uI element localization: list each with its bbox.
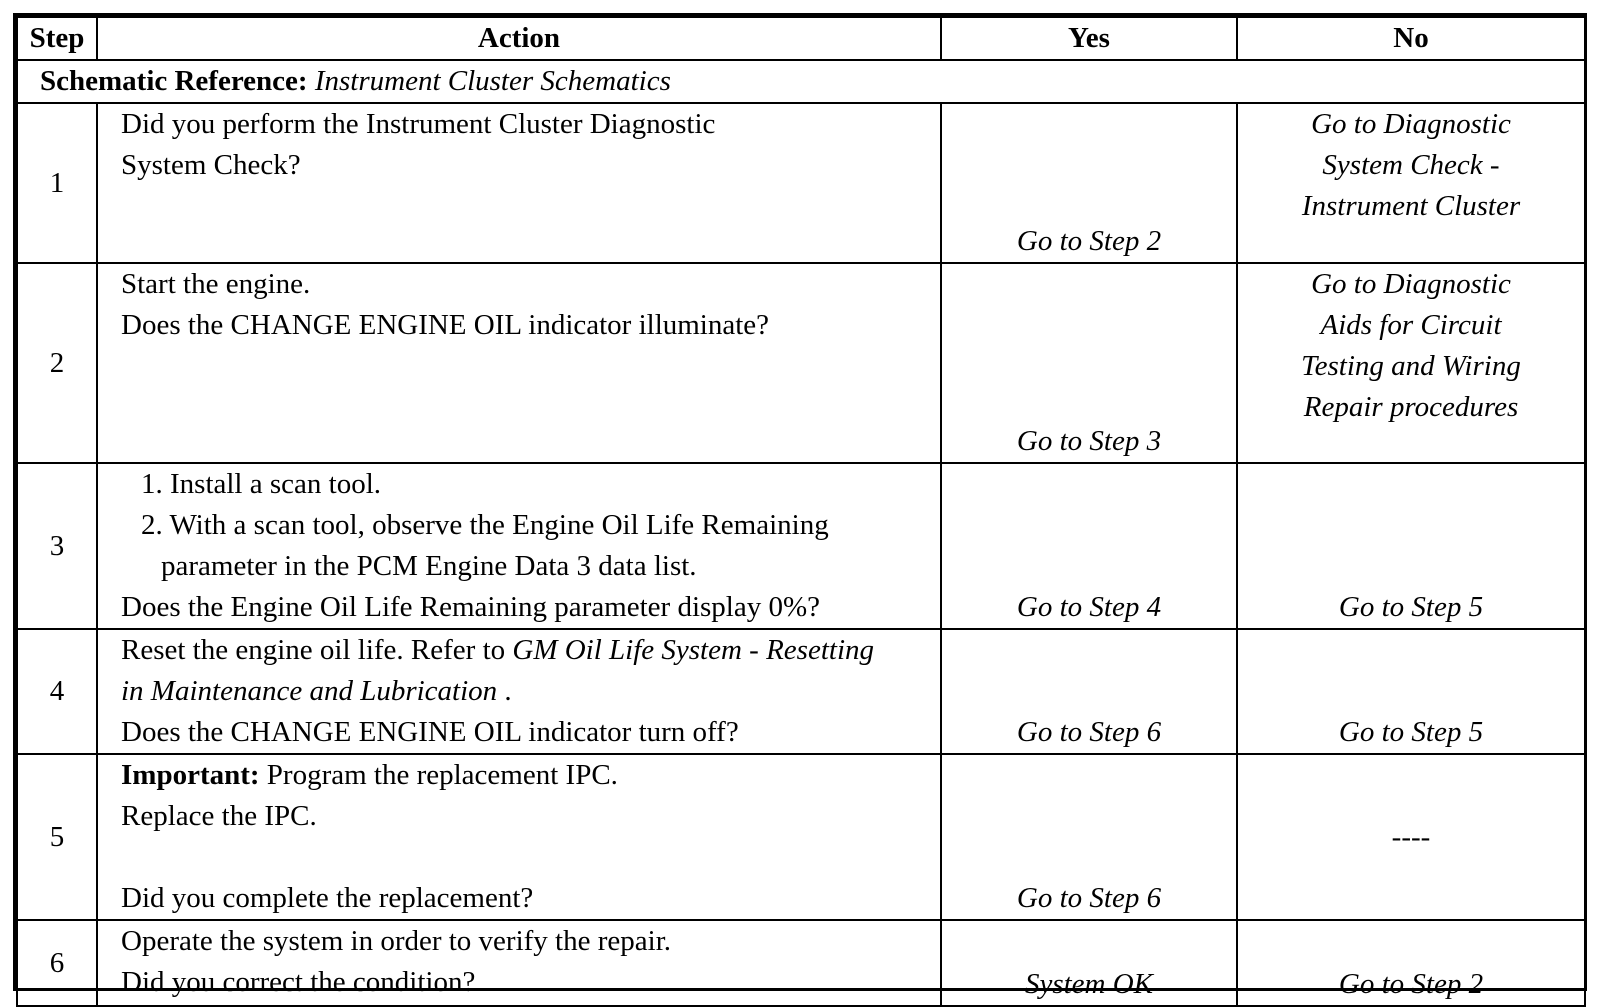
no-cell[interactable]	[1237, 103, 1585, 263]
table-row	[17, 754, 1585, 920]
step-number: 4	[17, 629, 97, 754]
no-cell: ----	[1237, 754, 1585, 920]
important-note	[121, 755, 940, 796]
action-cell	[97, 754, 941, 920]
schematic-link[interactable]: Instrument Cluster Schematics	[314, 65, 671, 97]
header-step: Step	[17, 17, 97, 60]
no-link[interactable]: Go to Step 5	[1338, 716, 1484, 748]
yes-link[interactable]: Go to Step 4	[1016, 591, 1162, 623]
yes-cell	[941, 629, 1237, 754]
no-link[interactable]: Go to Step 2	[1338, 968, 1484, 1000]
header-no: No	[1237, 17, 1585, 60]
table-row	[17, 920, 1585, 1006]
yes-cell	[941, 463, 1237, 629]
reference-link[interactable]: GM Oil Life System - Resetting	[512, 634, 874, 666]
action-line: Start the engine.	[121, 268, 311, 300]
important-label: Important:	[121, 759, 260, 791]
action-cell	[97, 920, 941, 1006]
action-line: Operate the system in order to verify the repair.	[121, 925, 671, 957]
diagnostic-table	[16, 16, 1586, 1007]
action-line	[121, 630, 940, 671]
action-list-item: 2. With a scan tool, observe the Engine Oil Life Remaining	[141, 509, 829, 541]
action-text: Reset the engine oil life. Refer to	[121, 634, 506, 666]
no-link-line[interactable]: Go to Diagnostic	[1311, 268, 1511, 300]
yes-cell	[941, 920, 1237, 1006]
yes-cell	[941, 103, 1237, 263]
reference-link[interactable]: in Maintenance and Lubrication	[121, 675, 498, 707]
step-number: 6	[17, 920, 97, 1006]
spacer	[121, 837, 940, 878]
important-text: Program the replacement IPC.	[266, 759, 618, 791]
header-yes: Yes	[941, 17, 1237, 60]
action-line: Did you correct the condition?	[121, 966, 476, 998]
header-row	[17, 17, 1585, 60]
no-link-line[interactable]: Instrument Cluster	[1301, 190, 1521, 222]
action-line: Replace the IPC.	[121, 800, 317, 832]
action-cell	[97, 263, 941, 463]
yes-status: System OK	[1024, 968, 1154, 1000]
action-cell	[97, 629, 941, 754]
schematic-reference	[17, 60, 1585, 103]
step-number: 5	[17, 754, 97, 920]
schematic-row	[17, 60, 1585, 103]
yes-link[interactable]: Go to Step 6	[1016, 882, 1162, 914]
action-list-item: 1. Install a scan tool.	[141, 468, 382, 500]
yes-link[interactable]: Go to Step 3	[1016, 425, 1162, 457]
action-line: System Check?	[121, 149, 301, 181]
action-cell	[97, 463, 941, 629]
table-row	[17, 629, 1585, 754]
step-number: 3	[17, 463, 97, 629]
table-row	[17, 263, 1585, 463]
yes-cell	[941, 263, 1237, 463]
action-line: Does the CHANGE ENGINE OIL indicator illuminate?	[121, 309, 770, 341]
yes-cell	[941, 754, 1237, 920]
table-row	[17, 463, 1585, 629]
no-cell	[1237, 629, 1585, 754]
schematic-label: Schematic Reference:	[40, 65, 308, 97]
no-link[interactable]: Go to Step 5	[1338, 591, 1484, 623]
action-question: Does the Engine Oil Life Remaining parameter display 0%?	[121, 591, 821, 623]
action-question: Did you complete the replacement?	[121, 882, 534, 914]
no-cell	[1237, 463, 1585, 629]
no-cell[interactable]	[1237, 263, 1585, 463]
action-list-item: parameter in the PCM Engine Data 3 data list.	[161, 550, 697, 582]
no-link-line[interactable]: Testing and Wiring	[1301, 350, 1521, 382]
no-link-line[interactable]: Go to Diagnostic	[1311, 108, 1511, 140]
yes-link[interactable]: Go to Step 2	[1016, 225, 1162, 257]
no-cell	[1237, 920, 1585, 1006]
no-link-line[interactable]: Aids for Circuit	[1320, 309, 1502, 341]
action-line	[121, 671, 940, 712]
action-question: Does the CHANGE ENGINE OIL indicator turn off?	[121, 716, 739, 748]
step-number: 2	[17, 263, 97, 463]
action-text: .	[504, 675, 512, 707]
header-action: Action	[97, 17, 941, 60]
yes-link[interactable]: Go to Step 6	[1016, 716, 1162, 748]
table-row	[17, 103, 1585, 263]
step-number: 1	[17, 103, 97, 263]
no-link-line[interactable]: Repair procedures	[1303, 391, 1519, 423]
no-link-line[interactable]: System Check -	[1322, 149, 1500, 181]
action-line: Did you perform the Instrument Cluster Diagnostic	[121, 108, 716, 140]
action-cell	[97, 103, 941, 263]
